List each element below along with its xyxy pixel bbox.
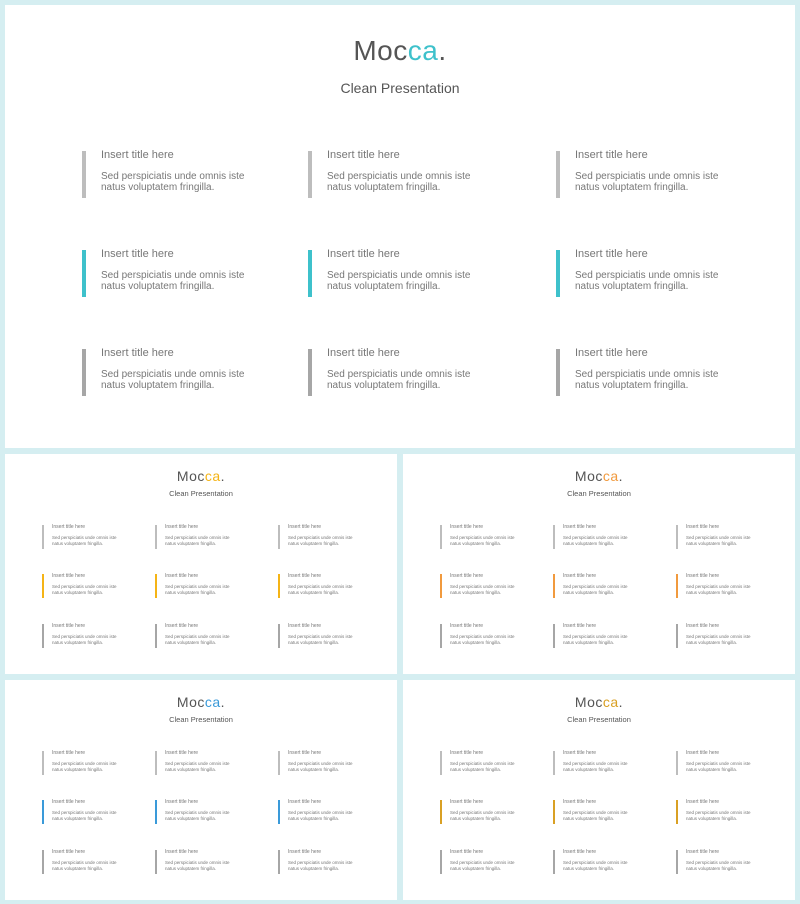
item-description-line: natus voluptatem fringilla. xyxy=(686,767,738,772)
item-description-line: Sed perspiciatis unde omnis iste xyxy=(450,535,515,540)
item-description xyxy=(165,860,230,872)
item-title: Insert title here xyxy=(563,849,597,855)
item-description-line: natus voluptatem fringilla. xyxy=(101,182,215,193)
item-description xyxy=(563,860,628,872)
item-description-line: Sed perspiciatis unde omnis iste xyxy=(327,270,471,281)
accent-bar xyxy=(155,850,157,874)
item-description-line: natus voluptatem fringilla. xyxy=(327,380,441,391)
slide-title xyxy=(5,468,397,484)
accent-bar xyxy=(42,624,44,648)
item-title: Insert title here xyxy=(563,799,597,805)
title-main: Moc xyxy=(176,468,205,484)
accent-bar xyxy=(42,574,44,598)
item-description-line: natus voluptatem fringilla. xyxy=(288,767,340,772)
item-title: Insert title here xyxy=(52,573,86,579)
accent-bar xyxy=(308,349,312,396)
item-description-line: Sed perspiciatis unde omnis iste xyxy=(288,810,353,815)
item-description-line: natus voluptatem fringilla. xyxy=(165,541,217,546)
item-description-line: Sed perspiciatis unde omnis iste xyxy=(686,810,751,815)
accent-bar xyxy=(556,151,560,198)
item-description-line: Sed perspiciatis unde omnis iste xyxy=(288,634,353,639)
item-title: Insert title here xyxy=(450,573,484,579)
item-description xyxy=(686,761,751,773)
item-description xyxy=(563,584,628,596)
item-description-line: natus voluptatem fringilla. xyxy=(288,866,340,871)
item-title: Insert title here xyxy=(327,347,400,359)
accent-bar xyxy=(676,624,678,648)
item-description xyxy=(288,634,353,646)
title-end: . xyxy=(438,35,447,66)
item-description xyxy=(288,761,353,773)
item-description xyxy=(327,270,470,292)
item-description-line: Sed perspiciatis unde omnis iste xyxy=(165,860,230,865)
title-main: Moc xyxy=(353,35,408,66)
item-description xyxy=(165,761,230,773)
item-description xyxy=(563,535,628,547)
accent-bar xyxy=(42,800,44,824)
item-description-line: Sed perspiciatis unde omnis iste xyxy=(165,634,230,639)
accent-bar xyxy=(553,525,555,549)
item-description-line: natus voluptatem fringilla. xyxy=(450,866,502,871)
item-title: Insert title here xyxy=(288,849,322,855)
slide-subtitle: Clean Presentation xyxy=(169,715,233,724)
item-title: Insert title here xyxy=(686,849,720,855)
slide-main[interactable] xyxy=(5,5,795,448)
item-title: Insert title here xyxy=(288,524,322,530)
item-title: Insert title here xyxy=(450,799,484,805)
item-description xyxy=(450,761,515,773)
item-description-line: natus voluptatem fringilla. xyxy=(450,541,502,546)
slide-title xyxy=(5,35,795,67)
item-description xyxy=(575,369,718,391)
accent-bar xyxy=(82,250,86,297)
item-description-line: natus voluptatem fringilla. xyxy=(563,640,615,645)
item-description-line: Sed perspiciatis unde omnis iste xyxy=(52,634,117,639)
item-description xyxy=(563,810,628,822)
item-description-line: Sed perspiciatis unde omnis iste xyxy=(450,584,515,589)
accent-bar xyxy=(553,574,555,598)
item-description-line: Sed perspiciatis unde omnis iste xyxy=(327,369,471,380)
item-description xyxy=(101,171,244,193)
accent-bar xyxy=(553,624,555,648)
item-description-line: natus voluptatem fringilla. xyxy=(450,590,502,595)
accent-bar xyxy=(676,800,678,824)
item-description xyxy=(165,535,230,547)
item-description-line: natus voluptatem fringilla. xyxy=(165,640,217,645)
item-description-line: Sed perspiciatis unde omnis iste xyxy=(101,369,245,380)
item-description-line: Sed perspiciatis unde omnis iste xyxy=(563,584,628,589)
item-description xyxy=(288,584,353,596)
item-description-line: Sed perspiciatis unde omnis iste xyxy=(52,535,117,540)
item-title: Insert title here xyxy=(575,248,648,260)
item-description-line: Sed perspiciatis unde omnis iste xyxy=(288,860,353,865)
item-title: Insert title here xyxy=(165,524,199,530)
item-description-line: natus voluptatem fringilla. xyxy=(52,816,104,821)
title-main: Moc xyxy=(574,468,603,484)
slide-subtitle: Clean Presentation xyxy=(567,489,631,498)
item-description xyxy=(686,634,751,646)
item-description xyxy=(686,810,751,822)
slide-title xyxy=(5,694,397,710)
item-description-line: natus voluptatem fringilla. xyxy=(101,281,215,292)
slide-subtitle: Clean Presentation xyxy=(169,489,233,498)
item-title: Insert title here xyxy=(52,750,86,756)
item-description xyxy=(101,369,244,391)
item-description-line: natus voluptatem fringilla. xyxy=(165,590,217,595)
item-description-line: Sed perspiciatis unde omnis iste xyxy=(288,584,353,589)
item-description-line: Sed perspiciatis unde omnis iste xyxy=(575,171,719,182)
item-description-line: Sed perspiciatis unde omnis iste xyxy=(575,270,719,281)
item-description-line: Sed perspiciatis unde omnis iste xyxy=(686,584,751,589)
item-description-line: Sed perspiciatis unde omnis iste xyxy=(563,535,628,540)
slide-thumbnail-orange[interactable] xyxy=(403,454,795,674)
accent-bar xyxy=(556,349,560,396)
item-description-line: Sed perspiciatis unde omnis iste xyxy=(165,761,230,766)
item-description xyxy=(327,369,470,391)
item-description-line: natus voluptatem fringilla. xyxy=(101,380,215,391)
item-title: Insert title here xyxy=(686,573,720,579)
accent-bar xyxy=(278,850,280,874)
item-description-line: natus voluptatem fringilla. xyxy=(450,767,502,772)
accent-bar xyxy=(155,624,157,648)
item-description-line: natus voluptatem fringilla. xyxy=(686,640,738,645)
item-title: Insert title here xyxy=(288,750,322,756)
item-description-line: natus voluptatem fringilla. xyxy=(575,281,689,292)
item-description-line: natus voluptatem fringilla. xyxy=(686,866,738,871)
item-description xyxy=(52,810,117,822)
item-description-line: natus voluptatem fringilla. xyxy=(563,541,615,546)
item-description-line: Sed perspiciatis unde omnis iste xyxy=(52,810,117,815)
item-description-line: Sed perspiciatis unde omnis iste xyxy=(288,535,353,540)
title-accent: ca xyxy=(602,468,619,484)
item-description xyxy=(575,171,718,193)
item-title: Insert title here xyxy=(563,750,597,756)
item-title: Insert title here xyxy=(575,347,648,359)
item-description xyxy=(101,270,244,292)
item-description xyxy=(288,535,353,547)
item-description-line: Sed perspiciatis unde omnis iste xyxy=(563,634,628,639)
item-description xyxy=(52,535,117,547)
accent-bar xyxy=(440,800,442,824)
accent-bar xyxy=(308,250,312,297)
title-end: . xyxy=(220,694,226,710)
accent-bar xyxy=(440,574,442,598)
item-description-line: natus voluptatem fringilla. xyxy=(563,767,615,772)
item-description-line: natus voluptatem fringilla. xyxy=(686,816,738,821)
item-description-line: Sed perspiciatis unde omnis iste xyxy=(563,810,628,815)
item-description-line: natus voluptatem fringilla. xyxy=(563,590,615,595)
accent-bar xyxy=(278,751,280,775)
item-description-line: Sed perspiciatis unde omnis iste xyxy=(686,860,751,865)
item-description-line: natus voluptatem fringilla. xyxy=(327,182,441,193)
item-description-line: natus voluptatem fringilla. xyxy=(288,541,340,546)
item-title: Insert title here xyxy=(563,623,597,629)
item-description-line: natus voluptatem fringilla. xyxy=(575,182,689,193)
item-description-line: Sed perspiciatis unde omnis iste xyxy=(327,171,471,182)
accent-bar xyxy=(440,850,442,874)
item-description-line: natus voluptatem fringilla. xyxy=(575,380,689,391)
item-description xyxy=(450,634,515,646)
accent-bar xyxy=(42,525,44,549)
item-title: Insert title here xyxy=(288,573,322,579)
accent-bar xyxy=(155,525,157,549)
item-title: Insert title here xyxy=(101,149,174,161)
item-description-line: Sed perspiciatis unde omnis iste xyxy=(686,634,751,639)
slide-title xyxy=(403,468,795,484)
item-title: Insert title here xyxy=(686,750,720,756)
item-description xyxy=(165,810,230,822)
item-title: Insert title here xyxy=(52,524,86,530)
item-title: Insert title here xyxy=(52,849,86,855)
item-title: Insert title here xyxy=(165,573,199,579)
item-title: Insert title here xyxy=(101,347,174,359)
accent-bar xyxy=(553,850,555,874)
accent-bar xyxy=(308,151,312,198)
slide-subtitle: Clean Presentation xyxy=(567,715,631,724)
accent-bar xyxy=(42,751,44,775)
item-title: Insert title here xyxy=(288,623,322,629)
accent-bar xyxy=(155,800,157,824)
item-description-line: natus voluptatem fringilla. xyxy=(52,866,104,871)
item-title: Insert title here xyxy=(165,750,199,756)
slide-thumbnail-blue[interactable] xyxy=(5,680,397,900)
title-end: . xyxy=(618,468,624,484)
accent-bar xyxy=(278,525,280,549)
accent-bar xyxy=(155,751,157,775)
item-description-line: natus voluptatem fringilla. xyxy=(52,590,104,595)
item-description-line: Sed perspiciatis unde omnis iste xyxy=(563,860,628,865)
item-title: Insert title here xyxy=(450,849,484,855)
item-description-line: natus voluptatem fringilla. xyxy=(165,866,217,871)
item-title: Insert title here xyxy=(101,248,174,260)
slide-title xyxy=(403,694,795,710)
item-description-line: Sed perspiciatis unde omnis iste xyxy=(288,761,353,766)
item-description-line: natus voluptatem fringilla. xyxy=(165,816,217,821)
item-description xyxy=(52,761,117,773)
item-title: Insert title here xyxy=(686,799,720,805)
item-description-line: natus voluptatem fringilla. xyxy=(288,590,340,595)
item-title: Insert title here xyxy=(450,623,484,629)
item-description xyxy=(165,634,230,646)
item-description xyxy=(563,761,628,773)
item-description xyxy=(288,810,353,822)
item-description-line: Sed perspiciatis unde omnis iste xyxy=(165,810,230,815)
accent-bar xyxy=(82,349,86,396)
item-description xyxy=(165,584,230,596)
title-main: Moc xyxy=(176,694,205,710)
accent-bar xyxy=(556,250,560,297)
title-accent: ca xyxy=(204,694,221,710)
accent-bar xyxy=(278,800,280,824)
item-description-line: Sed perspiciatis unde omnis iste xyxy=(101,171,245,182)
accent-bar xyxy=(440,525,442,549)
title-accent: ca xyxy=(602,694,619,710)
item-title: Insert title here xyxy=(165,623,199,629)
item-description xyxy=(686,584,751,596)
accent-bar xyxy=(440,751,442,775)
accent-bar xyxy=(676,574,678,598)
item-description-line: Sed perspiciatis unde omnis iste xyxy=(563,761,628,766)
item-title: Insert title here xyxy=(327,149,400,161)
item-description xyxy=(327,171,470,193)
item-description xyxy=(563,634,628,646)
accent-bar xyxy=(553,800,555,824)
item-title: Insert title here xyxy=(575,149,648,161)
item-description xyxy=(686,860,751,872)
item-description-line: natus voluptatem fringilla. xyxy=(563,816,615,821)
item-description-line: natus voluptatem fringilla. xyxy=(52,640,104,645)
item-description-line: natus voluptatem fringilla. xyxy=(563,866,615,871)
item-title: Insert title here xyxy=(52,623,86,629)
item-description xyxy=(450,860,515,872)
title-accent: ca xyxy=(407,35,439,66)
accent-bar xyxy=(676,751,678,775)
accent-bar xyxy=(278,574,280,598)
item-title: Insert title here xyxy=(288,799,322,805)
item-description-line: Sed perspiciatis unde omnis iste xyxy=(165,584,230,589)
item-description-line: natus voluptatem fringilla. xyxy=(288,816,340,821)
accent-bar xyxy=(155,574,157,598)
item-description-line: Sed perspiciatis unde omnis iste xyxy=(575,369,719,380)
item-description-line: natus voluptatem fringilla. xyxy=(686,541,738,546)
title-accent: ca xyxy=(204,468,221,484)
item-title: Insert title here xyxy=(686,623,720,629)
item-title: Insert title here xyxy=(450,750,484,756)
item-description-line: Sed perspiciatis unde omnis iste xyxy=(165,535,230,540)
item-description-line: natus voluptatem fringilla. xyxy=(327,281,441,292)
item-title: Insert title here xyxy=(563,573,597,579)
item-title: Insert title here xyxy=(165,799,199,805)
item-description xyxy=(52,634,117,646)
item-description-line: Sed perspiciatis unde omnis iste xyxy=(686,535,751,540)
item-title: Insert title here xyxy=(327,248,400,260)
item-description xyxy=(288,860,353,872)
accent-bar xyxy=(278,624,280,648)
item-description-line: natus voluptatem fringilla. xyxy=(450,640,502,645)
accent-bar xyxy=(676,525,678,549)
item-description-line: Sed perspiciatis unde omnis iste xyxy=(450,634,515,639)
accent-bar xyxy=(676,850,678,874)
title-end: . xyxy=(618,694,624,710)
slide-subtitle: Clean Presentation xyxy=(340,80,460,96)
item-description-line: natus voluptatem fringilla. xyxy=(52,541,104,546)
item-title: Insert title here xyxy=(686,524,720,530)
item-description-line: Sed perspiciatis unde omnis iste xyxy=(450,860,515,865)
item-description-line: natus voluptatem fringilla. xyxy=(165,767,217,772)
item-description-line: Sed perspiciatis unde omnis iste xyxy=(52,860,117,865)
title-main: Moc xyxy=(574,694,603,710)
accent-bar xyxy=(42,850,44,874)
item-title: Insert title here xyxy=(450,524,484,530)
accent-bar xyxy=(440,624,442,648)
item-title: Insert title here xyxy=(563,524,597,530)
item-description xyxy=(686,535,751,547)
item-description-line: natus voluptatem fringilla. xyxy=(450,816,502,821)
item-description xyxy=(575,270,718,292)
item-description xyxy=(52,584,117,596)
item-description-line: Sed perspiciatis unde omnis iste xyxy=(52,584,117,589)
item-description-line: Sed perspiciatis unde omnis iste xyxy=(450,761,515,766)
item-description xyxy=(450,584,515,596)
item-description-line: Sed perspiciatis unde omnis iste xyxy=(686,761,751,766)
accent-bar xyxy=(82,151,86,198)
item-description xyxy=(52,860,117,872)
accent-bar xyxy=(553,751,555,775)
slide-thumbnail-yellow[interactable] xyxy=(5,454,397,674)
title-end: . xyxy=(220,468,226,484)
item-description-line: Sed perspiciatis unde omnis iste xyxy=(450,810,515,815)
item-description-line: natus voluptatem fringilla. xyxy=(288,640,340,645)
item-description-line: Sed perspiciatis unde omnis iste xyxy=(101,270,245,281)
slide-thumbnail-gold[interactable] xyxy=(403,680,795,900)
item-description-line: natus voluptatem fringilla. xyxy=(52,767,104,772)
item-description xyxy=(450,810,515,822)
item-title: Insert title here xyxy=(52,799,86,805)
item-description-line: natus voluptatem fringilla. xyxy=(686,590,738,595)
item-description xyxy=(450,535,515,547)
item-title: Insert title here xyxy=(165,849,199,855)
item-description-line: Sed perspiciatis unde omnis iste xyxy=(52,761,117,766)
